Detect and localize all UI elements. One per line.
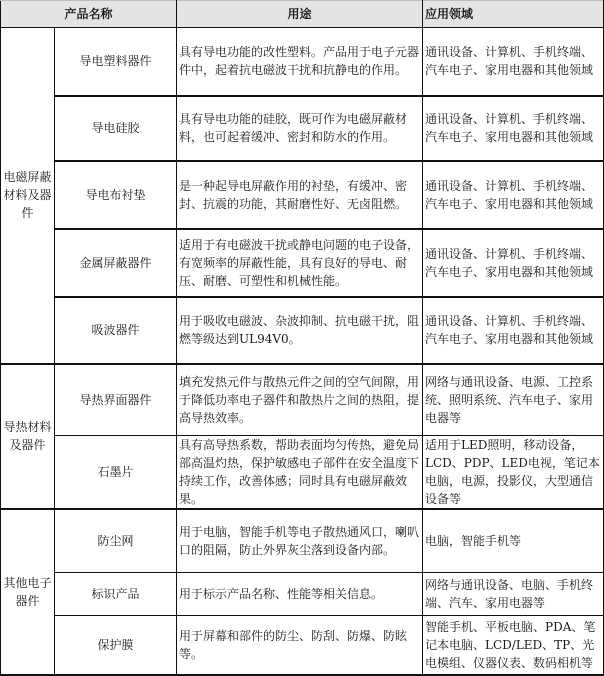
usage-cell: 适用于有电磁波干扰或静电问题的电子设备，有宽频率的屏蔽性能，具有良好的导电、耐压、耐磨、可塑性和机械性能。 (177, 229, 423, 297)
category-cell: 电磁屏蔽材料及器件 (1, 28, 55, 364)
usage-cell: 用于电脑，智能手机等电子散热通风口，喇叭口的阻隔，防止外界灰尘落到设备内部。 (177, 509, 423, 572)
header-product-name: 产品名称 (1, 1, 177, 28)
usage-cell: 是一种起导电屏蔽作用的衬垫，有缓冲、密封、抗震的功能，其耐磨性好、无卤阻燃。 (177, 161, 423, 229)
product-name-cell: 导热界面器件 (55, 364, 177, 436)
product-name-cell: 标识产品 (55, 572, 177, 615)
usage-cell: 填充发热元件与散热元件之间的空气间隙，用于降低功率电子器件和散热片之间的热阻，提高导热效率。 (177, 364, 423, 436)
table-row (1, 436, 604, 510)
application-cell: 网络与通讯设备、电脑、手机终端、汽车、家用电器等 (423, 572, 604, 615)
product-name-cell: 导电塑料器件 (55, 28, 177, 96)
table-row (1, 28, 604, 96)
application-cell: 通讯设备、计算机、手机终端、汽车电子、家用电器和其他领域 (423, 96, 604, 161)
table-row (1, 297, 604, 364)
usage-cell: 具有导电功能的改性塑料。产品用于电子元器件中，起着抗电磁波干扰和抗静电的作用。 (177, 28, 423, 96)
application-cell: 电脑，智能手机等 (423, 509, 604, 572)
application-cell: 网络与通讯设备、电源、工控系统、照明系统、汽车电子、家用电器等 (423, 364, 604, 436)
application-cell: 通讯设备、计算机、手机终端、汽车电子、家用电器和其他领域 (423, 229, 604, 297)
table-row (1, 615, 604, 675)
header-usage: 用途 (177, 1, 423, 28)
product-name-cell: 导电硅胶 (55, 96, 177, 161)
usage-cell: 用于屏幕和部件的防尘、防刮、防爆、防眩等。 (177, 615, 423, 675)
category-cell: 其他电子器件 (1, 509, 55, 675)
product-name-cell: 石墨片 (55, 436, 177, 510)
usage-cell: 具有高导热系数，帮助表面均匀传热，避免局部高温灼热，保护敏感电子部件在安全温度下持续工作，改善体感；同时具有电磁屏蔽效果。 (177, 436, 423, 510)
application-cell: 通讯设备、计算机、手机终端、汽车电子、家用电器和其他领域 (423, 297, 604, 364)
application-cell: 通讯设备、计算机、手机终端、汽车电子、家用电器和其他领域 (423, 28, 604, 96)
header-row (1, 1, 604, 28)
category-cell: 导热材料及器件 (1, 364, 55, 510)
table-row (1, 229, 604, 297)
application-cell: 通讯设备、计算机、手机终端、汽车电子、家用电器和其他领域 (423, 161, 604, 229)
application-cell: 适用于LED照明，移动设备，LCD、PDP、LED电视，笔记本电脑，电源，投影仪，大型通信设备等 (423, 436, 604, 510)
product-name-cell: 金属屏蔽器件 (55, 229, 177, 297)
usage-cell: 具有导电功能的硅胶，既可作为电磁屏蔽材料，也可起着缓冲、密封和防水的作用。 (177, 96, 423, 161)
table-row (1, 96, 604, 161)
table-row (1, 572, 604, 615)
table-row (1, 364, 604, 436)
usage-cell: 用于吸收电磁波、杂波抑制、抗电磁干扰，阻燃等级达到UL94V0。 (177, 297, 423, 364)
product-name-cell: 保护膜 (55, 615, 177, 675)
product-name-cell: 导电布衬垫 (55, 161, 177, 229)
table-row (1, 161, 604, 229)
application-cell: 智能手机、平板电脑、PDA、笔记本电脑、LCD/LED、TP、光电模组、仪器仪表、数码相机等 (423, 615, 604, 675)
table-row (1, 509, 604, 572)
product-name-cell: 防尘网 (55, 509, 177, 572)
product-name-cell: 吸波器件 (55, 297, 177, 364)
usage-cell: 用于标示产品名称、性能等相关信息。 (177, 572, 423, 615)
header-application: 应用领域 (423, 1, 604, 28)
